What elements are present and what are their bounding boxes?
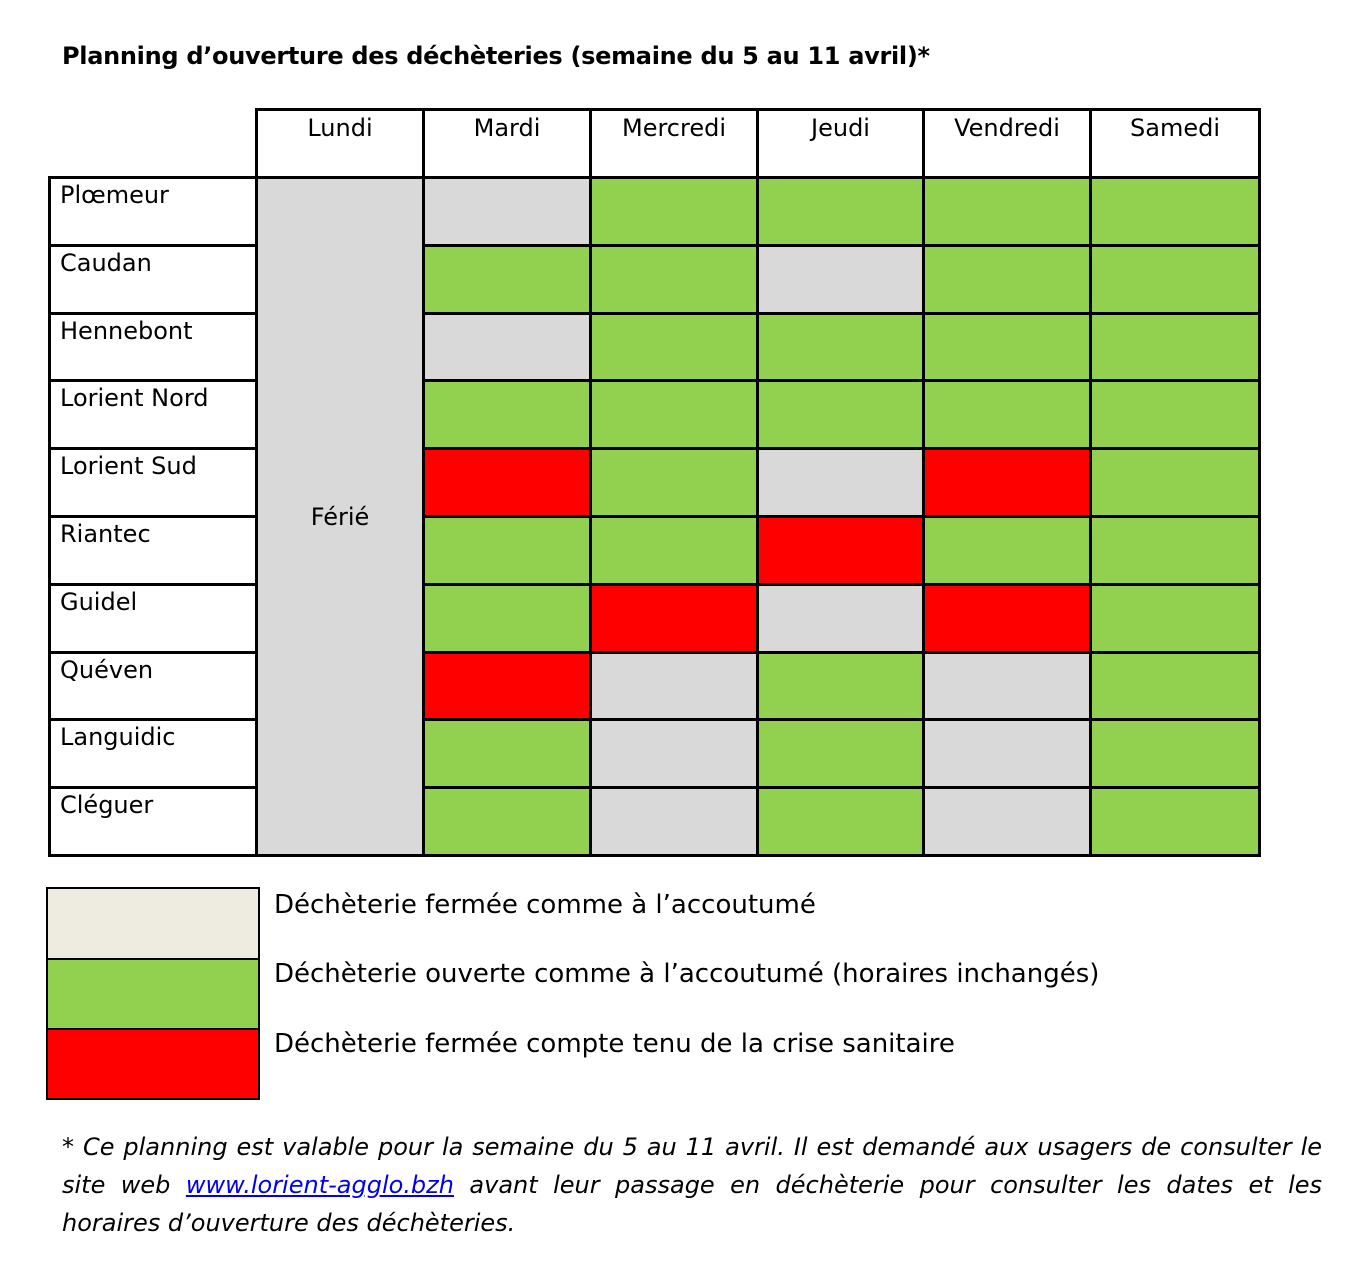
status-cell [589,515,759,586]
status-cell [589,447,759,518]
legend-label-crisis: Déchèterie fermée compte tenu de la crise sanitaire [274,1029,955,1059]
status-cell [756,583,925,654]
status-cell [756,312,925,382]
legend-swatch-open [46,958,260,1030]
status-cell [1089,244,1261,315]
day-header-vendredi: Vendredi [922,108,1092,179]
ferie-label: Férié [310,502,370,531]
status-cell [1089,718,1261,789]
day-header-samedi: Samedi [1089,108,1261,179]
status-cell [422,379,592,450]
status-cell [922,718,1092,789]
site-label: Caudan [48,244,258,315]
status-cell [589,379,759,450]
legend-label-closed: Déchèterie fermée comme à l’accoutumé [274,890,816,920]
status-cell [922,447,1092,518]
status-cell [1089,515,1261,586]
site-label: Languidic [48,718,258,789]
day-header-mardi: Mardi [422,108,592,179]
status-cell [922,515,1092,586]
status-cell [422,176,592,247]
day-header-lundi: Lundi [255,108,425,179]
status-cell [756,176,925,247]
day-header-jeudi: Jeudi [756,108,925,179]
legend-label-open: Déchèterie ouverte comme à l’accoutumé (horaires inchangés) [274,959,1100,989]
status-cell [422,786,592,857]
status-cell [756,651,925,721]
status-cell [922,379,1092,450]
status-cell [589,718,759,789]
legend-swatch-closed [46,887,260,960]
status-cell [756,244,925,315]
status-cell [422,312,592,382]
website-link[interactable]: www.lorient-agglo.bzh [185,1171,454,1199]
day-header-mercredi: Mercredi [589,108,759,179]
footnote-text-after: avant leur passage en déchèterie pour consulter les dates et les horaires d’ouverture des déchèteries. [62,1171,1323,1237]
status-cell [422,515,592,586]
status-cell [1089,176,1261,247]
status-cell [589,244,759,315]
status-cell [589,176,759,247]
status-cell [1089,583,1261,654]
status-cell [422,718,592,789]
status-cell [1089,379,1261,450]
site-label: Lorient Sud [48,447,258,518]
status-cell [922,176,1092,247]
status-cell [756,718,925,789]
site-label: Lorient Nord [48,379,258,450]
footnote [62,1128,1322,1242]
site-label: Hennebont [48,312,258,382]
status-cell [422,447,592,518]
status-cell [922,786,1092,857]
status-cell [922,244,1092,315]
legend-swatch-crisis [46,1028,260,1100]
status-cell [1089,786,1261,857]
status-cell [422,651,592,721]
status-cell [422,583,592,654]
status-cell [589,786,759,857]
status-cell [589,651,759,721]
status-cell [1089,651,1261,721]
status-cell [922,312,1092,382]
status-cell [756,447,925,518]
status-cell [1089,447,1261,518]
status-cell [422,244,592,315]
status-cell [1089,312,1261,382]
status-cell [589,312,759,382]
schedule-table [48,108,1258,856]
status-cell [589,583,759,654]
site-label: Plœmeur [48,176,258,247]
status-cell [756,515,925,586]
status-cell [922,651,1092,721]
status-cell [756,379,925,450]
site-label: Quéven [48,651,258,721]
status-cell [756,786,925,857]
status-cell [922,583,1092,654]
ferie-cell [255,176,425,857]
site-label: Guidel [48,583,258,654]
site-label: Riantec [48,515,258,586]
site-label: Cléguer [48,786,258,857]
page-title: Planning d’ouverture des déchèteries (semaine du 5 au 11 avril)* [62,42,930,70]
footnote-text-before: * Ce planning est valable pour la semaine du 5 au 11 avril. Il est demandé aux usagers de consulter le site web [62,1133,1322,1199]
